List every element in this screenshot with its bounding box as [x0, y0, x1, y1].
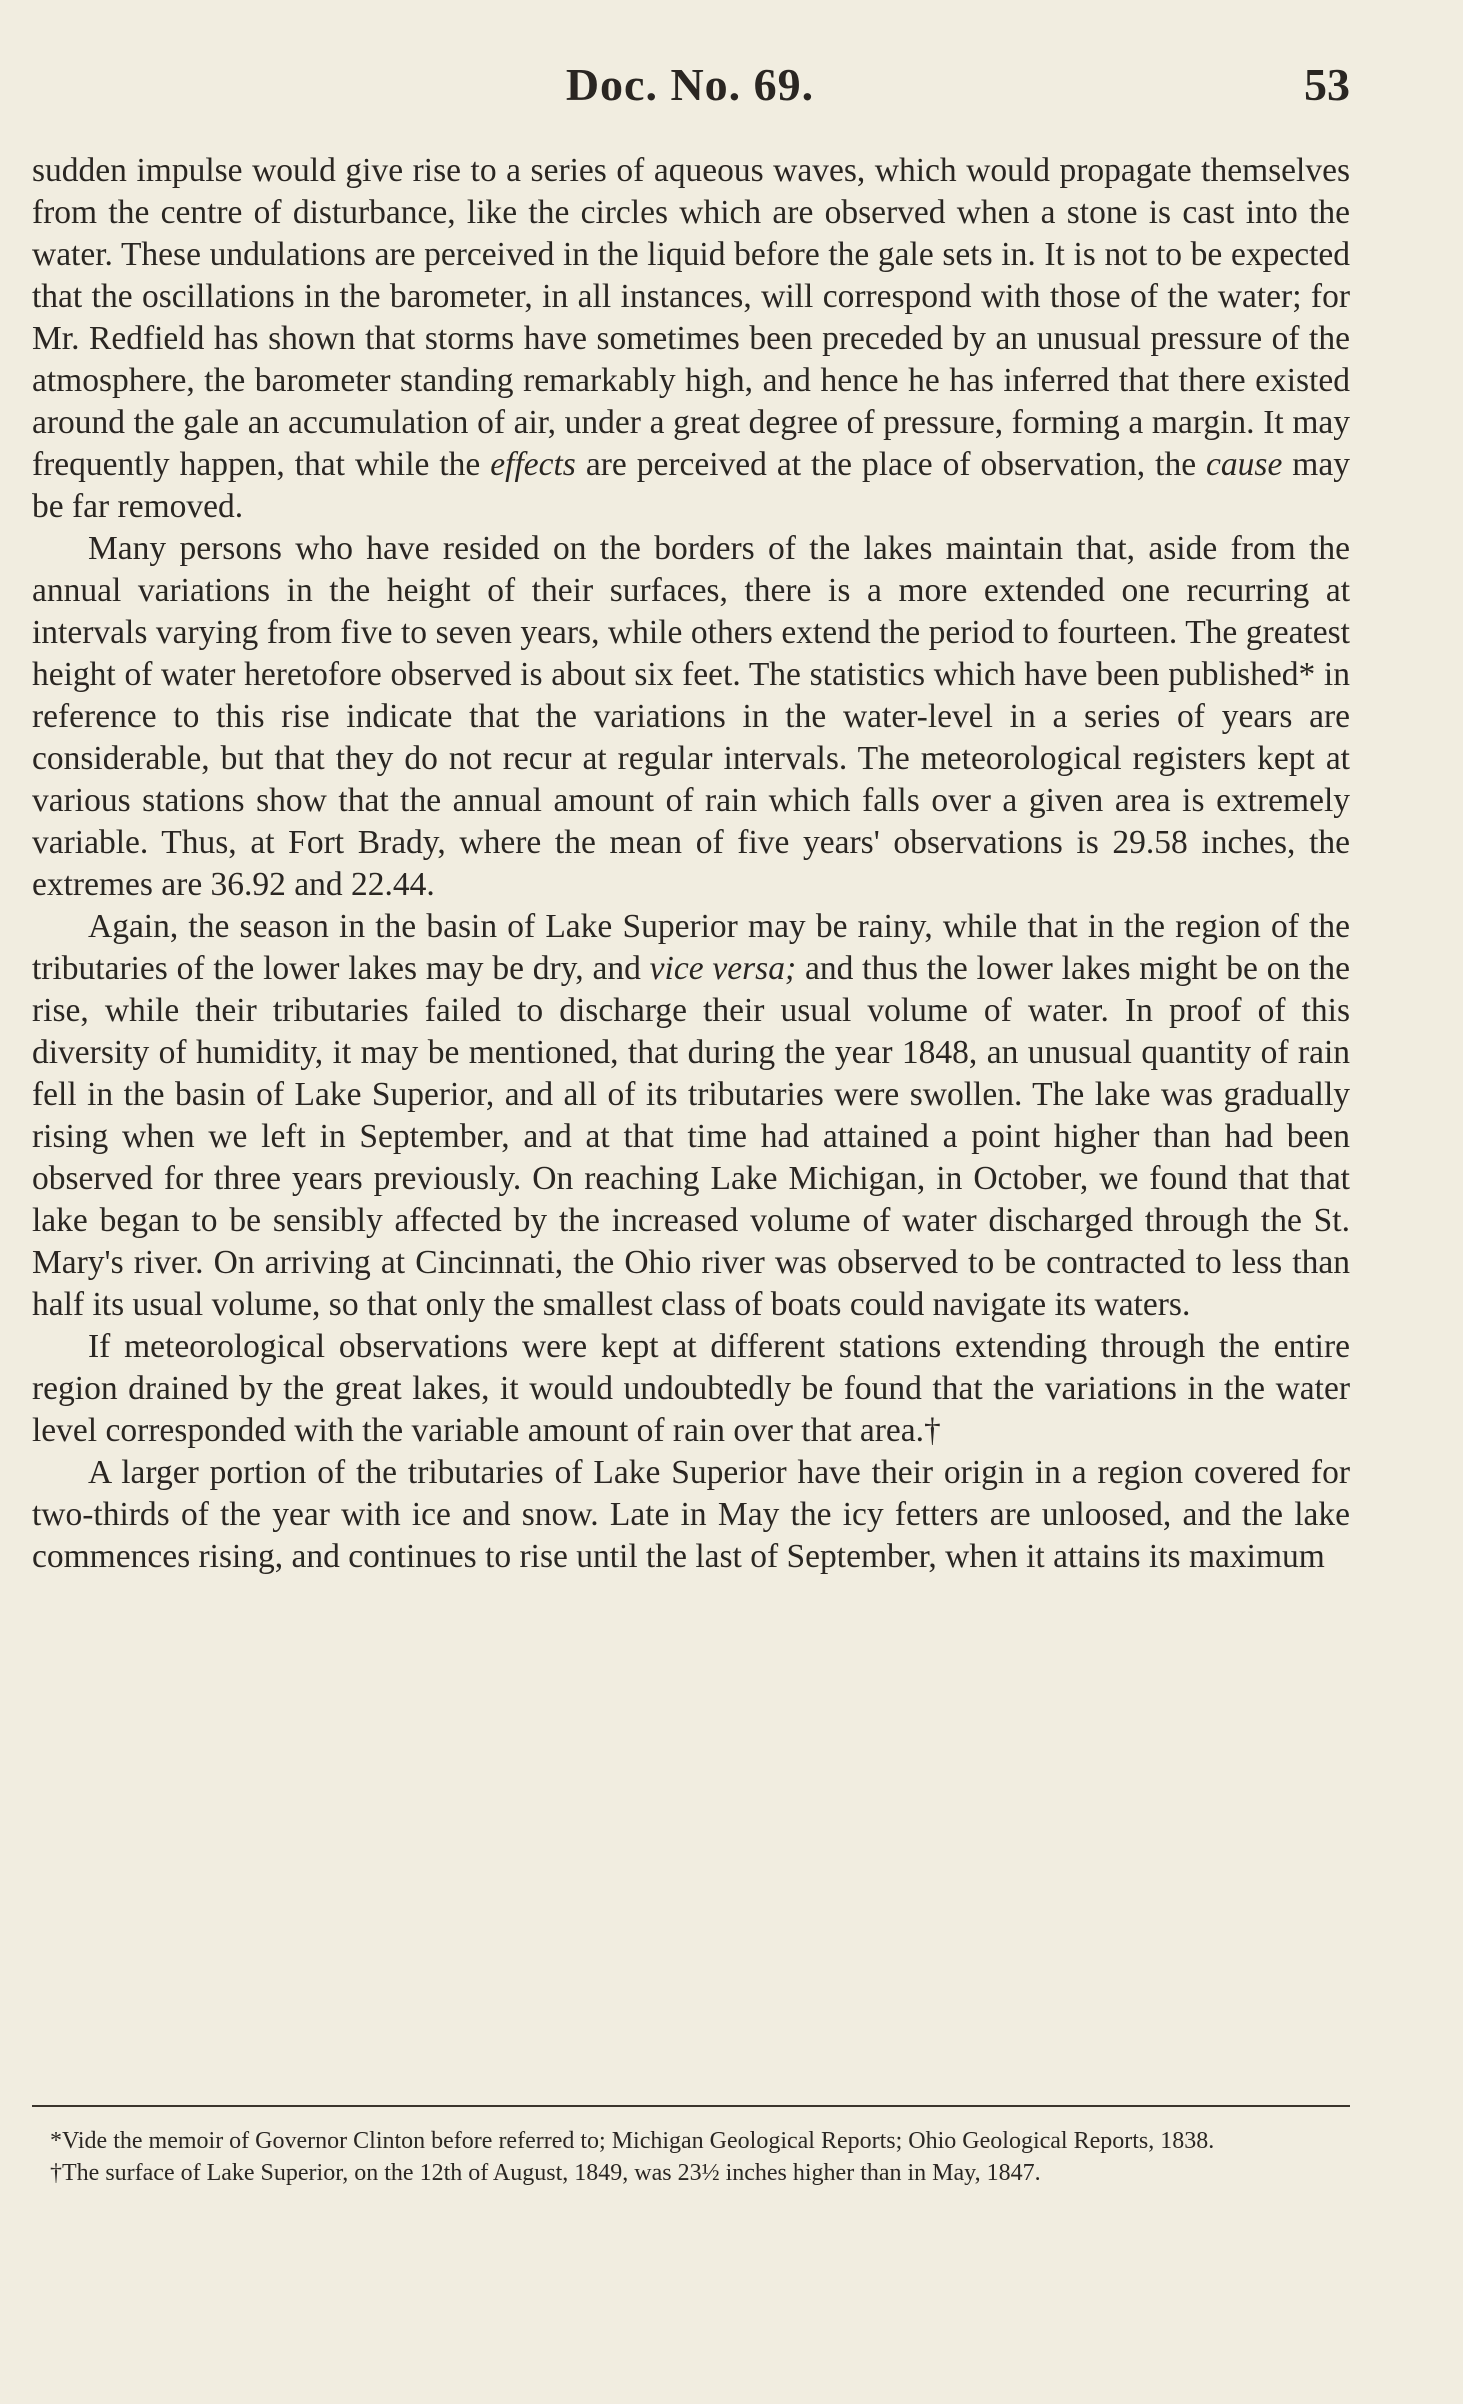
- paragraph-4: If meteorological observations were kept at different stations extending through the entire region drained by the great lakes, it would undoubtedly be found that the variations in the water level corresponded with the variable amount of rain over that area.†: [32, 1328, 1350, 1449]
- page-header: [30, 58, 1350, 118]
- document-title: Doc. No. 69.: [565, 59, 815, 110]
- footnote-1: *Vide the memoir of Governor Clinton before referred to; Michigan Geological Reports; Ohio Geological Reports, 1838.: [50, 2128, 1215, 2154]
- paragraph-5: A larger portion of the tributaries of Lake Superior have their origin in a region covered for two-thirds of the year with ice and snow. Late in May the icy fetters are unloosed, and the lake commences rising, and continues to rise until the last of September, when it attains its maximum: [32, 1454, 1350, 1575]
- emphasis-effects: effects: [490, 446, 576, 483]
- page-number: 53: [1304, 59, 1350, 110]
- paragraph-2: Many persons who have resided on the borders of the lakes maintain that, aside from the annual variations in the height of their surfaces, there is a more extended one recurring at intervals varying from five to seven years, while others extend the period to fourteen. The greatest height of water heretofore observed is about six feet. The statistics which have been published* in reference to this rise indicate that the variations in the water-level in a series of years are considerable, but that they do not recur at regular intervals. The meteorological registers kept at various stations show that the annual amount of rain which falls over a given area is extremely variable. Thus, at Fort Brady, where the mean of five years' observations is 29.58 inches, the extremes are 36.92 and 22.44.: [32, 530, 1350, 903]
- emphasis-vice-versa: vice versa;: [649, 950, 797, 987]
- footnote-2: †The surface of Lake Superior, on the 12th of August, 1849, was 23½ inches higher than in May, 1847.: [50, 2160, 1041, 2186]
- paragraph-1: sudden impulse would give rise to a series of aqueous waves, which would propagate themselves from the centre of disturbance, like the circles which are observed when a stone is cast into the water. These undulations are perceived in the liquid before the gale sets in. It is not to be expected that the oscillations in the barometer, in all instances, will correspond with those of the water; for Mr. Redfield has shown that storms have sometimes been preceded by an unusual pressure of the atmosphere, the barometer standing remarkably high, and hence he has inferred that there existed around the gale an accumulation of air, under a great degree of pressure, forming a margin. It may frequently happen, that while the effects are perceived at the place of observation, the cause may be far removed.: [32, 152, 1350, 525]
- footnotes: [28, 2125, 1350, 2189]
- emphasis-cause: cause: [1206, 446, 1283, 483]
- paragraph-3: Again, the season in the basin of Lake Superior may be rainy, while that in the region of the tributaries of the lower lakes may be dry, and vice versa; and thus the lower lakes might be on the rise, while their tributaries failed to discharge their usual volume of water. In proof of this diversity of humidity, it may be mentioned, that during the year 1848, an unusual quantity of rain fell in the basin of Lake Superior, and all of its tributaries were swollen. The lake was gradually rising when we left in September, and at that time had attained a point higher than had been observed for three years previously. On reaching Lake Michigan, in October, we found that that lake began to be sensibly affected by the increased volume of water discharged through the St. Mary's river. On arriving at Cincinnati, the Ohio river was observed to be contracted to less than half its usual volume, so that only the smallest class of boats could navigate its waters.: [32, 908, 1350, 1323]
- footnote-divider: [32, 2105, 1350, 2107]
- body-text: [32, 150, 1350, 1578]
